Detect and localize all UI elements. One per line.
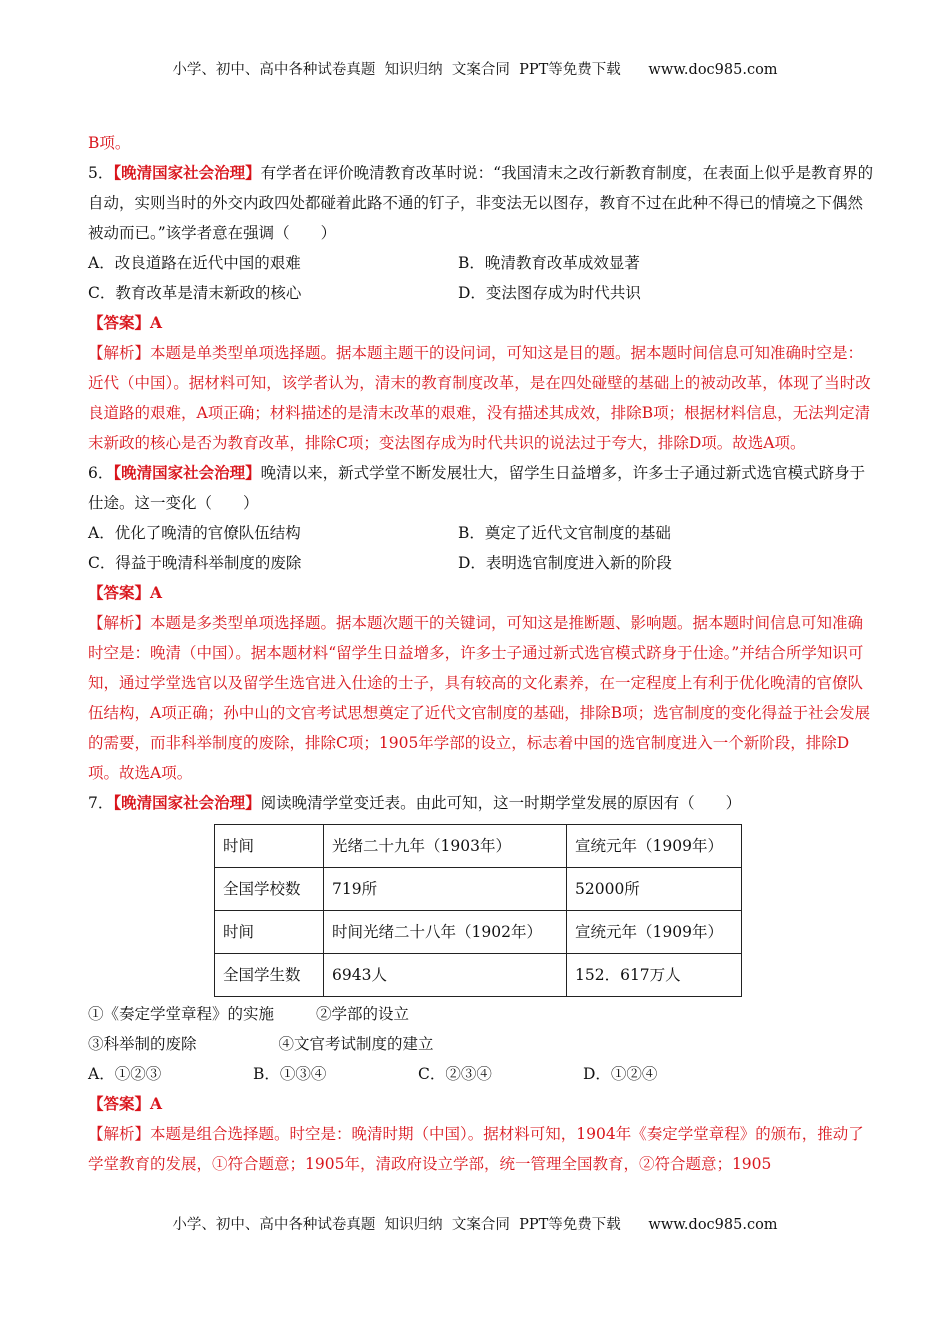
- table-row: [215, 911, 742, 954]
- option-c: C．教育改革是清末新政的核心: [88, 284, 302, 302]
- options-q6: [88, 518, 878, 578]
- table-cell: 6943人: [324, 954, 567, 997]
- option-a: A．①②③: [88, 1065, 162, 1083]
- answer-q6: 【答案】A: [88, 583, 163, 602]
- question-5: [88, 158, 878, 248]
- table-cell: 全国学校数: [215, 868, 324, 911]
- option-a: A．改良道路在近代中国的艰难: [88, 254, 301, 272]
- option-d: D．表明选官制度进入新的阶段: [458, 554, 672, 572]
- options-q5: [88, 248, 878, 308]
- topic-tag: 【晚清国家社会治理】: [113, 793, 261, 812]
- item-4: ④文官考试制度的建立: [278, 1035, 434, 1053]
- option-a: A．优化了晚清的官僚队伍结构: [88, 524, 301, 542]
- table-cell: 52000所: [567, 868, 742, 911]
- answer-q5: 【答案】A: [88, 313, 163, 332]
- explanation-q6: 【解析】本题是多类型单项选择题。据本题次题干的关键词，可知这是推断题、影响题。据本题时间信息可知准确时空是：晚清（中国）。据本题材料“留学生日益增多，许多士子通过新式选官模式跻身于仕途。”并结合所学知识可知，通过学堂选官以及留学生选官进入仕途的士子，具有较高的文化素养，在一定程度上有利于优化晚清的官僚队伍结构，A项正确；孙中山的文官考试思想奠定了近代文官制度的基础，排除B项；选官制度的变化得益于社会发展的需要，而非科举制度的废除，排除C项；1905年学部的设立，标志着中国的选官制度进入一个新阶段，排除D项。故选A项。: [88, 614, 871, 782]
- topic-tag: 【晚清国家社会治理】: [113, 163, 261, 182]
- option-d: D．①②④: [583, 1065, 658, 1083]
- numbered-items-line-2: [88, 1029, 878, 1059]
- table-cell: 719所: [324, 868, 567, 911]
- option-c: C．②③④: [418, 1065, 492, 1083]
- table-cell: 时间: [215, 911, 324, 954]
- table-row: [215, 954, 742, 997]
- item-3: ③科举制的废除: [88, 1035, 197, 1053]
- explanation-q7: 【解析】本题是组合选择题。时空是：晚清时期（中国）。据材料可知，1904年《奏定学堂章程》的颁布，推动了学堂教育的发展，①符合题意；1905年，清政府设立学部，统一管理全国教育，②符合题意；1905: [88, 1125, 864, 1173]
- question-7: [88, 788, 878, 818]
- answer-q7: 【答案】A: [88, 1094, 163, 1113]
- question-number: 7．: [88, 794, 114, 812]
- table-cell: 时间: [215, 825, 324, 868]
- question-stem: 晚清以来，新式学堂不断发展壮大，留学生日益增多，许多士子通过新式选官模式跻身于仕途。这一变化（ ）: [88, 464, 866, 512]
- options-q7: [88, 1059, 878, 1089]
- question-stem: 有学者在评价晚清教育改革时说：“我国清末之改行新教育制度，在表面上似乎是教育界的自动，实则当时的外交内政四处都碰着此路不通的钉子，非变法无以图存，教育不过在此种不得已的情境之下偶然被动而已。”该学者意在强调（ ）: [88, 164, 874, 242]
- explanation-q5: 【解析】本题是单类型单项选择题。据本题主题干的设问词，可知这是目的题。据本题时间信息可知准确时空是：近代（中国）。据材料可知，该学者认为，清末的教育制度改革，是在四处碰壁的基础上的被动改革，体现了当时改良道路的艰难，A项正确；材料描述的是清末改革的艰难，没有描述其成效，排除B项；根据材料信息，无法判定清末新政的核心是否为教育改革，排除C项；变法图存成为时代共识的说法过于夸大，排除D项。故选A项。: [88, 344, 871, 452]
- option-d: D．变法图存成为时代共识: [458, 284, 641, 302]
- school-change-table: [214, 824, 742, 997]
- table-cell: 光绪二十九年（1903年）: [324, 825, 567, 868]
- topic-tag: 【晚清国家社会治理】: [113, 463, 261, 482]
- page-header: 小学、初中、高中各种试卷真题 知识归纳 文案合同 PPT等免费下载 www.doc985.com: [172, 62, 778, 78]
- table-cell: 时间光绪二十八年（1902年）: [324, 911, 567, 954]
- option-b: B．①③④: [253, 1065, 327, 1083]
- option-b: B．奠定了近代文官制度的基础: [458, 524, 671, 542]
- item-1: ①《奏定学堂章程》的实施: [88, 1005, 275, 1023]
- table-row: [215, 868, 742, 911]
- numbered-items-line-1: [88, 999, 878, 1029]
- table-cell: 宣统元年（1909年）: [567, 825, 742, 868]
- table-cell: 宣统元年（1909年）: [567, 911, 742, 954]
- question-number: 6．: [88, 464, 114, 482]
- table-row: [215, 825, 742, 868]
- question-stem: 阅读晚清学堂变迁表。由此可知，这一时期学堂发展的原因有（ ）: [260, 794, 742, 812]
- item-2: ②学部的设立: [316, 1005, 410, 1023]
- table-cell: 全国学生数: [215, 954, 324, 997]
- page-footer: 小学、初中、高中各种试卷真题 知识归纳 文案合同 PPT等免费下载 www.doc985.com: [172, 1217, 778, 1233]
- option-c: C．得益于晚清科举制度的废除: [88, 554, 302, 572]
- question-6: [88, 458, 878, 518]
- option-b: B．晚清教育改革成效显著: [458, 254, 640, 272]
- carryover-text: B项。: [88, 134, 131, 152]
- document-body: [88, 128, 878, 1179]
- question-number: 5．: [88, 164, 114, 182]
- table-cell: 152．617万人: [567, 954, 742, 997]
